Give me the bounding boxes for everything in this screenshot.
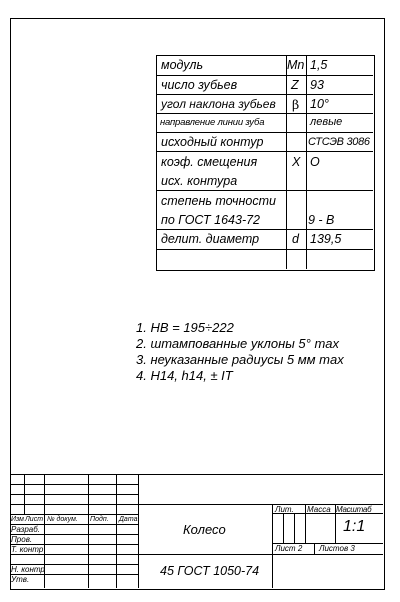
col-header-date: Дата <box>119 516 138 523</box>
param-name-continued: исх. контура <box>161 174 238 188</box>
param-name: модуль <box>161 58 204 72</box>
param-name: степень точности <box>161 194 276 208</box>
params-col-divider-2 <box>306 55 307 269</box>
stamp-col-line <box>305 504 306 543</box>
params-row-divider <box>156 190 373 191</box>
params-row-divider <box>156 113 373 114</box>
stamp-grid-line <box>10 484 138 485</box>
stamp-col-line <box>272 504 273 588</box>
params-row-divider <box>156 94 373 95</box>
param-symbol: d <box>292 232 299 246</box>
param-value: 10° <box>310 97 329 111</box>
param-value: левые <box>310 116 343 128</box>
technical-notes <box>136 320 344 384</box>
params-row-divider <box>156 132 373 133</box>
stamp-col-line <box>294 513 295 543</box>
param-value: 1,5 <box>310 58 328 72</box>
param-symbol: β <box>292 97 300 112</box>
param-value: 93 <box>310 78 324 92</box>
stamp-col-line <box>24 474 25 514</box>
role-tech-control: Т. контр <box>11 545 44 554</box>
role-checker: Пров. <box>11 535 33 544</box>
material-spec: 45 ГОСТ 1050-74 <box>160 564 260 578</box>
param-name: коэф. смещения <box>161 155 258 169</box>
param-symbol: Z <box>291 78 299 92</box>
stamp-col-line <box>283 513 284 543</box>
stamp-col-line <box>314 543 315 554</box>
params-col-divider-1 <box>286 55 287 269</box>
role-norm-control: Н. контр <box>11 565 45 574</box>
col-header-sign: Подп. <box>90 516 109 523</box>
param-value: 139,5 <box>310 232 342 246</box>
params-row-divider <box>156 75 373 76</box>
param-value: СТСЭВ 3086 <box>308 136 370 148</box>
col-header-list: Лист <box>25 516 44 523</box>
note-item: 3. неуказанные радиусы 5 мм max <box>136 352 344 367</box>
param-name: делит. диаметр <box>161 232 260 246</box>
param-value: O <box>310 155 320 169</box>
params-row-divider <box>156 151 373 152</box>
part-name: Колесо <box>183 522 226 537</box>
params-row-divider <box>156 249 373 250</box>
param-name: исходный контур <box>161 135 264 149</box>
scale-label: Масштаб <box>336 505 372 514</box>
sheet-count: Листов 3 <box>319 544 355 553</box>
scale-value: 1:1 <box>343 518 366 535</box>
stamp-grid-line <box>10 494 138 495</box>
stamp-grid-line <box>10 514 138 515</box>
param-name: число зубьев <box>161 78 238 92</box>
stamp-grid-line <box>10 554 383 555</box>
param-symbol: X <box>292 155 301 169</box>
col-header-izm: Изм <box>11 516 24 523</box>
sheet-number: Лист 2 <box>275 544 303 553</box>
title-block-top-border <box>10 474 383 475</box>
mass-label: Масса <box>307 505 331 514</box>
param-symbol: Mn <box>287 58 305 72</box>
param-value: 9 - B <box>308 213 335 227</box>
stamp-col-line <box>116 474 117 588</box>
note-item: 1. HB = 195÷222 <box>136 320 234 335</box>
params-row-divider <box>156 229 373 230</box>
col-header-doc-no: № докум. <box>47 516 78 523</box>
note-item: 4. H14, h14, ± IT <box>136 368 233 383</box>
note-item: 2. штампованные уклоны 5° max <box>136 336 340 351</box>
stamp-col-line <box>88 474 89 588</box>
stamp-grid-line <box>10 574 138 575</box>
param-name: направление линии зуба <box>160 117 265 128</box>
role-developer: Разраб. <box>11 525 40 534</box>
param-name-continued: по ГОСТ 1643-72 <box>161 213 261 227</box>
param-name: угол наклона зубьев <box>161 97 276 111</box>
role-approver: Утв. <box>11 575 30 584</box>
lit-label: Лит. <box>275 505 294 514</box>
stamp-col-line <box>138 474 139 588</box>
